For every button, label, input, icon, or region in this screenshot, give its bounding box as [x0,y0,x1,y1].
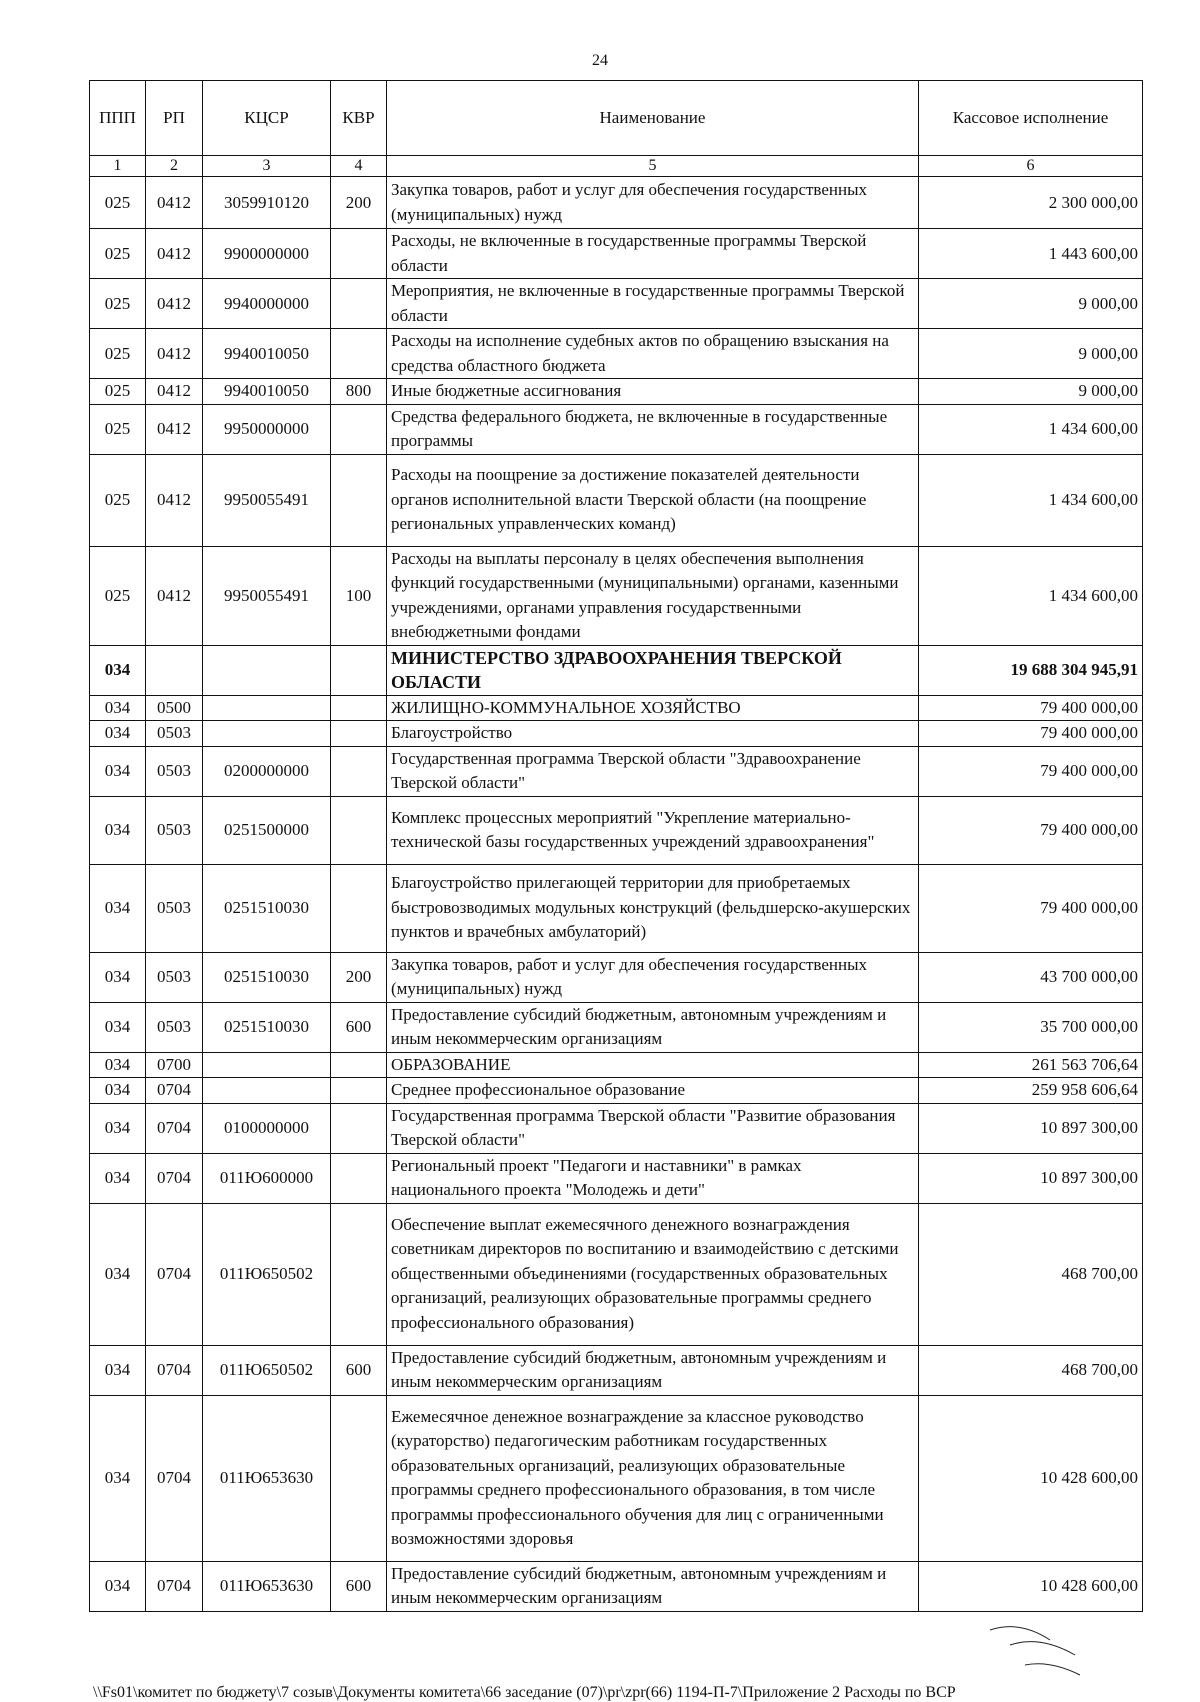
cell-kcsr: 011Ю650502 [203,1203,331,1345]
column-number: 4 [331,156,387,177]
cell-kcsr: 0251510030 [203,952,331,1002]
cell-kvr [331,229,387,279]
cell-name: МИНИСТЕРСТВО ЗДРАВООХРАНЕНИЯ ТВЕРСКОЙ ОБЛАСТИ [387,645,919,695]
cell-ppp: 034 [90,746,146,796]
table-row [90,329,1143,379]
table-row [90,279,1143,329]
table-row [90,1203,1143,1345]
cell-kvr [331,695,387,721]
table-row [90,746,1143,796]
cell-rp: 0412 [146,404,203,454]
cell-amount: 10 428 600,00 [919,1561,1143,1611]
cell-kvr: 200 [331,952,387,1002]
cell-name: Благоустройство [387,721,919,747]
cell-amount: 19 688 304 945,91 [919,645,1143,695]
cell-amount: 1 434 600,00 [919,546,1143,645]
cell-rp: 0503 [146,746,203,796]
table-row [90,1002,1143,1052]
cell-rp: 0503 [146,796,203,864]
footer-file-path: \\Fs01\комитет по бюджету\7 созыв\Документы комитета\66 заседание (07)\pr\zpr(66) 1194-П-7\Приложение 2 Расходы по ВСР [93,1684,956,1701]
cell-rp: 0412 [146,379,203,405]
cell-kcsr: 0100000000 [203,1103,331,1153]
cell-name: Мероприятия, не включенные в государственные программы Тверской области [387,279,919,329]
cell-name: Обеспечение выплат ежемесячного денежного вознаграждения советникам директоров по воспитанию и взаимодействию с детскими общественными объединениями (государственных образовательных организаций, реализующих образовательные программы среднего профессионального образования) [387,1203,919,1345]
cell-kvr [331,454,387,546]
table-row [90,721,1143,747]
cell-amount: 259 958 606,64 [919,1078,1143,1104]
table-body [90,177,1143,1612]
cell-kcsr: 0251510030 [203,1002,331,1052]
cell-rp: 0704 [146,1561,203,1611]
cell-kvr: 600 [331,1002,387,1052]
cell-ppp: 034 [90,1203,146,1345]
cell-kvr [331,1052,387,1078]
cell-ppp: 034 [90,1345,146,1395]
header-amount: Кассовое исполнение [919,81,1143,156]
column-number-row [90,156,1143,177]
cell-rp: 0412 [146,229,203,279]
cell-rp: 0412 [146,279,203,329]
cell-kcsr [203,1078,331,1104]
table-row [90,546,1143,645]
column-number: 6 [919,156,1143,177]
cell-kvr: 100 [331,546,387,645]
cell-kcsr: 0251510030 [203,864,331,952]
cell-name: Закупка товаров, работ и услуг для обеспечения государственных (муниципальных) нужд [387,177,919,229]
budget-table [89,80,1143,1612]
cell-amount: 10 428 600,00 [919,1395,1143,1561]
cell-amount: 79 400 000,00 [919,721,1143,747]
cell-amount: 9 000,00 [919,279,1143,329]
cell-rp: 0412 [146,454,203,546]
cell-rp: 0704 [146,1345,203,1395]
column-number: 3 [203,156,331,177]
cell-kvr [331,746,387,796]
table-row [90,952,1143,1002]
cell-amount: 79 400 000,00 [919,864,1143,952]
cell-amount: 10 897 300,00 [919,1153,1143,1203]
cell-amount: 79 400 000,00 [919,746,1143,796]
cell-kvr [331,645,387,695]
cell-name: Предоставление субсидий бюджетным, автономным учреждениям и иным некоммерческим организациям [387,1561,919,1611]
cell-ppp: 034 [90,952,146,1002]
cell-ppp: 034 [90,1103,146,1153]
cell-kcsr: 0200000000 [203,746,331,796]
cell-kcsr: 011Ю653630 [203,1395,331,1561]
cell-kcsr: 9940000000 [203,279,331,329]
cell-ppp: 025 [90,546,146,645]
cell-name: Расходы на исполнение судебных актов по обращению взыскания на средства областного бюджета [387,329,919,379]
cell-kvr [331,721,387,747]
cell-name: ОБРАЗОВАНИЕ [387,1052,919,1078]
cell-kcsr: 011Ю653630 [203,1561,331,1611]
cell-rp: 0412 [146,329,203,379]
cell-ppp: 034 [90,1052,146,1078]
table-row [90,1561,1143,1611]
column-number: 5 [387,156,919,177]
header-name: Наименование [387,81,919,156]
cell-ppp: 025 [90,229,146,279]
cell-kvr [331,1203,387,1345]
cell-kcsr: 9940010050 [203,379,331,405]
cell-rp: 0704 [146,1203,203,1345]
cell-name: Региональный проект "Педагоги и наставники" в рамках национального проекта "Молодежь и дети" [387,1153,919,1203]
cell-rp: 0704 [146,1395,203,1561]
cell-name: Предоставление субсидий бюджетным, автономным учреждениям и иным некоммерческим организациям [387,1002,919,1052]
cell-ppp: 025 [90,329,146,379]
cell-amount: 79 400 000,00 [919,796,1143,864]
table-row [90,1052,1143,1078]
cell-name: Благоустройство прилегающей территории для приобретаемых быстровозводимых модульных конструкций (фельдшерско-акушерских пунктов и врачебных амбулаторий) [387,864,919,952]
cell-name: Среднее профессиональное образование [387,1078,919,1104]
table-row [90,695,1143,721]
cell-kcsr: 011Ю600000 [203,1153,331,1203]
cell-rp: 0412 [146,546,203,645]
header-kcsr: КЦСР [203,81,331,156]
cell-ppp: 034 [90,695,146,721]
cell-ppp: 034 [90,1002,146,1052]
table-row [90,379,1143,405]
header-rp: РП [146,81,203,156]
cell-ppp: 025 [90,404,146,454]
cell-amount: 9 000,00 [919,379,1143,405]
cell-amount: 1 434 600,00 [919,404,1143,454]
table-row [90,645,1143,695]
cell-name: Государственная программа Тверской области "Развитие образования Тверской области" [387,1103,919,1153]
cell-amount: 1 443 600,00 [919,229,1143,279]
cell-name: Иные бюджетные ассигнования [387,379,919,405]
cell-name: Расходы на поощрение за достижение показателей деятельности органов исполнительной власти Тверской области (на поощрение региональных управленческих команд) [387,454,919,546]
cell-kvr [331,404,387,454]
column-number: 1 [90,156,146,177]
cell-kcsr: 3059910120 [203,177,331,229]
cell-ppp: 034 [90,1078,146,1104]
header-ppp: ППП [90,81,146,156]
cell-ppp: 034 [90,796,146,864]
table-row [90,404,1143,454]
cell-rp: 0500 [146,695,203,721]
cell-kcsr: 0251500000 [203,796,331,864]
cell-rp: 0704 [146,1153,203,1203]
cell-amount: 2 300 000,00 [919,177,1143,229]
table-row [90,1395,1143,1561]
cell-name: Предоставление субсидий бюджетным, автономным учреждениям и иным некоммерческим организациям [387,1345,919,1395]
table-row [90,1153,1143,1203]
column-number: 2 [146,156,203,177]
handwritten-mark [980,1610,1090,1685]
cell-amount: 1 434 600,00 [919,454,1143,546]
cell-rp: 0704 [146,1078,203,1104]
cell-ppp: 034 [90,1153,146,1203]
cell-kvr: 800 [331,379,387,405]
cell-amount: 468 700,00 [919,1345,1143,1395]
cell-kvr [331,1395,387,1561]
table-row [90,864,1143,952]
cell-kcsr [203,695,331,721]
cell-ppp: 034 [90,645,146,695]
cell-kvr: 600 [331,1561,387,1611]
cell-kvr [331,329,387,379]
cell-name: ЖИЛИЩНО-КОММУНАЛЬНОЕ ХОЗЯЙСТВО [387,695,919,721]
cell-kvr: 200 [331,177,387,229]
cell-amount: 468 700,00 [919,1203,1143,1345]
cell-ppp: 025 [90,177,146,229]
cell-rp: 0503 [146,1002,203,1052]
cell-kcsr: 9900000000 [203,229,331,279]
cell-rp: 0412 [146,177,203,229]
cell-rp: 0503 [146,864,203,952]
cell-amount: 10 897 300,00 [919,1103,1143,1153]
cell-ppp: 025 [90,279,146,329]
cell-amount: 9 000,00 [919,329,1143,379]
cell-amount: 261 563 706,64 [919,1052,1143,1078]
table-row [90,177,1143,229]
cell-kvr: 600 [331,1345,387,1395]
cell-rp: 0704 [146,1103,203,1153]
cell-rp: 0700 [146,1052,203,1078]
cell-kcsr: 9950055491 [203,546,331,645]
cell-kvr [331,279,387,329]
cell-amount: 43 700 000,00 [919,952,1143,1002]
cell-rp [146,645,203,695]
cell-name: Средства федерального бюджета, не включенные в государственные программы [387,404,919,454]
cell-name: Комплекс процессных мероприятий "Укрепление материально-технической базы государственных учреждений здравоохранения" [387,796,919,864]
page-number: 24 [592,52,608,69]
cell-ppp: 025 [90,454,146,546]
cell-amount: 79 400 000,00 [919,695,1143,721]
header-kvr: КВР [331,81,387,156]
cell-kcsr: 9950000000 [203,404,331,454]
table-row [90,1103,1143,1153]
cell-kvr [331,1153,387,1203]
cell-name: Государственная программа Тверской области "Здравоохранение Тверской области" [387,746,919,796]
cell-amount: 35 700 000,00 [919,1002,1143,1052]
table-row [90,454,1143,546]
cell-ppp: 034 [90,1561,146,1611]
cell-rp: 0503 [146,952,203,1002]
cell-kcsr [203,645,331,695]
cell-ppp: 034 [90,864,146,952]
cell-ppp: 025 [90,379,146,405]
table-row [90,796,1143,864]
table-row [90,1078,1143,1104]
cell-name: Расходы на выплаты персоналу в целях обеспечения выполнения функций государственными (муниципальными) органами, казенными учреждениями, органами управления государственными внебюджетными фондами [387,546,919,645]
cell-name: Закупка товаров, работ и услуг для обеспечения государственных (муниципальных) нужд [387,952,919,1002]
cell-name: Расходы, не включенные в государственные программы Тверской области [387,229,919,279]
cell-rp: 0503 [146,721,203,747]
cell-ppp: 034 [90,1395,146,1561]
cell-kcsr: 9950055491 [203,454,331,546]
table-row [90,1345,1143,1395]
cell-kvr [331,796,387,864]
table-row [90,229,1143,279]
cell-ppp: 034 [90,721,146,747]
header-row [90,81,1143,156]
cell-kcsr [203,721,331,747]
cell-kvr [331,1103,387,1153]
cell-kcsr: 011Ю650502 [203,1345,331,1395]
cell-kcsr: 9940010050 [203,329,331,379]
cell-kvr [331,864,387,952]
cell-kcsr [203,1052,331,1078]
cell-name: Ежемесячное денежное вознаграждение за классное руководство (кураторство) педагогическим работникам государственных образовательных организаций, реализующих образовательные программы среднего профессионального образования, в том числе программы профессионального обучения для лиц с ограниченными возможностями здоровья [387,1395,919,1561]
cell-kvr [331,1078,387,1104]
